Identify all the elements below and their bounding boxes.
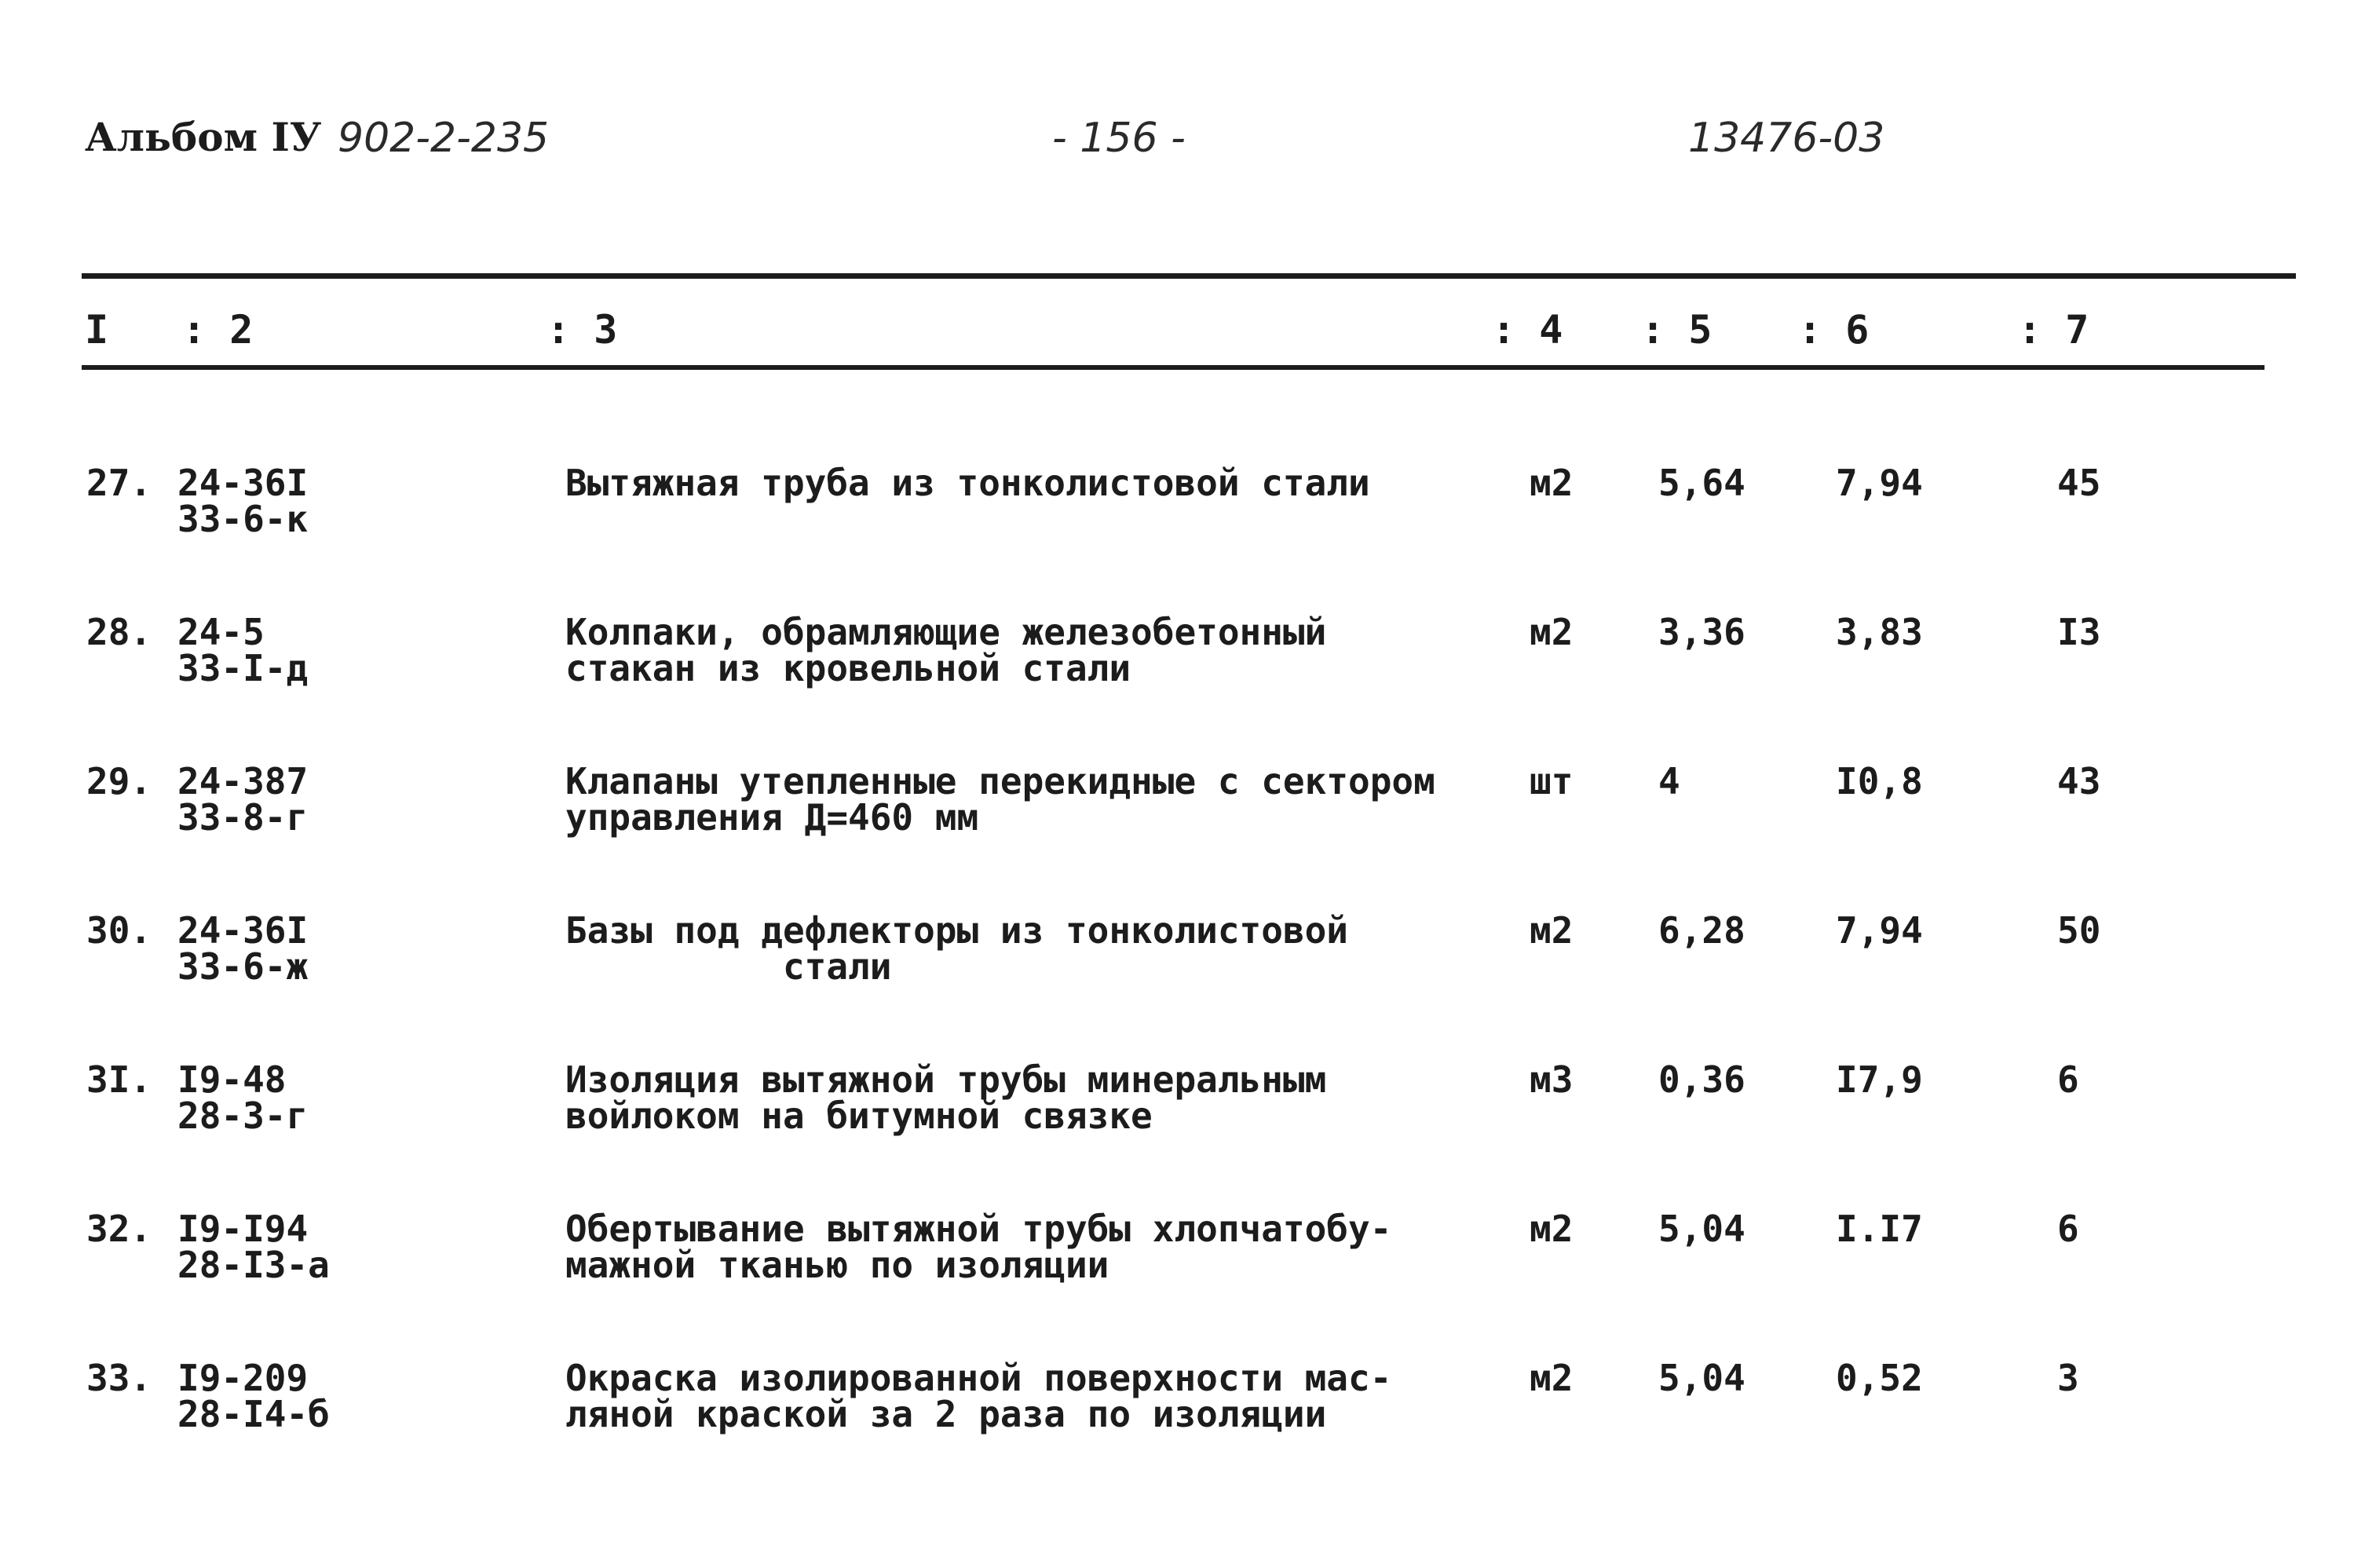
unit-price: I7,9 — [1836, 1058, 1923, 1101]
unit: м2 — [1530, 909, 1574, 952]
unit: м2 — [1530, 1357, 1574, 1399]
work-description: Окраска изолированной поверхности мас- — [565, 1357, 1392, 1399]
work-description: Вытяжная труба из тонколистовой стали — [565, 462, 1370, 504]
norm-subcode: 33-6-к — [177, 498, 309, 540]
total-cost: I3 — [2057, 611, 2101, 653]
total-cost: 50 — [2057, 909, 2101, 952]
header-rule — [82, 365, 2264, 370]
work-description-cont: стали — [565, 945, 892, 988]
norm-subcode: 33-6-ж — [177, 945, 309, 988]
column-header-7: : 7 — [2018, 307, 2089, 353]
unit-price: 7,94 — [1836, 462, 1923, 504]
row-number: 32. — [86, 1208, 152, 1250]
norm-code: I9-209 — [177, 1357, 309, 1399]
quantity: 5,04 — [1658, 1208, 1745, 1250]
page-number: - 156 - — [1052, 115, 1186, 162]
norm-code: 24-387 — [177, 760, 309, 802]
quantity: 3,36 — [1658, 611, 1745, 653]
quantity: 4 — [1658, 760, 1680, 802]
column-header-5: : 5 — [1641, 307, 1713, 353]
table-row — [0, 1358, 2365, 1476]
norm-code: 24-36I — [177, 909, 309, 952]
project-code: 902-2-235 — [338, 115, 550, 162]
norm-subcode: 28-I4-б — [177, 1393, 330, 1435]
quantity: 0,36 — [1658, 1058, 1745, 1101]
column-header-6: : 6 — [1798, 307, 1870, 353]
unit: м2 — [1530, 611, 1574, 653]
quantity: 6,28 — [1658, 909, 1745, 952]
row-number: 3I. — [86, 1058, 152, 1101]
table-top-rule — [82, 273, 2296, 279]
unit-price: I.I7 — [1836, 1208, 1923, 1250]
norm-code: I9-I94 — [177, 1208, 309, 1250]
document-number: 13476-03 — [1688, 115, 1885, 162]
norm-subcode: 28-3-г — [177, 1095, 309, 1137]
total-cost: 6 — [2057, 1208, 2079, 1250]
row-number: 29. — [86, 760, 152, 802]
column-header-4: : 4 — [1492, 307, 1563, 353]
work-description: Изоляция вытяжной трубы минеральным — [565, 1058, 1327, 1101]
row-number: 33. — [86, 1357, 152, 1399]
column-header-2: : 2 — [182, 307, 254, 353]
unit-price: 3,83 — [1836, 611, 1923, 653]
unit-price: 7,94 — [1836, 909, 1923, 952]
work-description: Обертывание вытяжной трубы хлопчатобу- — [565, 1208, 1392, 1250]
work-description-cont: войлоком на битумной связке — [565, 1095, 1153, 1137]
work-description: Базы под дефлекторы из тонколистовой — [565, 909, 1348, 952]
work-description: Клапаны утепленные перекидные с сектором — [565, 760, 1435, 802]
unit: м2 — [1530, 1208, 1574, 1250]
norm-subcode: 33-I-д — [177, 647, 309, 689]
total-cost: 6 — [2057, 1058, 2079, 1101]
unit: шт — [1530, 760, 1574, 802]
total-cost: 45 — [2057, 462, 2101, 504]
total-cost: 3 — [2057, 1357, 2079, 1399]
norm-code: 24-36I — [177, 462, 309, 504]
quantity: 5,64 — [1658, 462, 1745, 504]
norm-subcode: 28-I3-а — [177, 1244, 330, 1286]
norm-code: I9-48 — [177, 1058, 287, 1101]
work-description-cont: управления Д=460 мм — [565, 796, 979, 839]
table-row — [0, 1060, 2365, 1178]
table-row — [0, 1209, 2365, 1327]
unit-price: 0,52 — [1836, 1357, 1923, 1399]
quantity: 5,04 — [1658, 1357, 1745, 1399]
work-description-cont: стакан из кровельной стали — [565, 647, 1131, 689]
unit-price: I0,8 — [1836, 760, 1923, 802]
total-cost: 43 — [2057, 760, 2101, 802]
table-row — [0, 911, 2365, 1029]
column-header-1: I — [85, 307, 109, 353]
work-description-cont: мажной тканью по изоляции — [565, 1244, 1109, 1286]
table-row — [0, 762, 2365, 879]
table-row — [0, 463, 2365, 581]
album-label: Альбом IУ — [85, 114, 322, 160]
work-description-cont: ляной краской за 2 раза по изоляции — [565, 1393, 1327, 1435]
work-description: Колпаки, обрамляющие железобетонный — [565, 611, 1327, 653]
row-number: 30. — [86, 909, 152, 952]
column-header-3: : 3 — [546, 307, 618, 353]
table-row — [0, 612, 2365, 730]
row-number: 28. — [86, 611, 152, 653]
unit: м3 — [1530, 1058, 1574, 1101]
unit: м2 — [1530, 462, 1574, 504]
norm-code: 24-5 — [177, 611, 265, 653]
row-number: 27. — [86, 462, 152, 504]
norm-subcode: 33-8-г — [177, 796, 309, 839]
